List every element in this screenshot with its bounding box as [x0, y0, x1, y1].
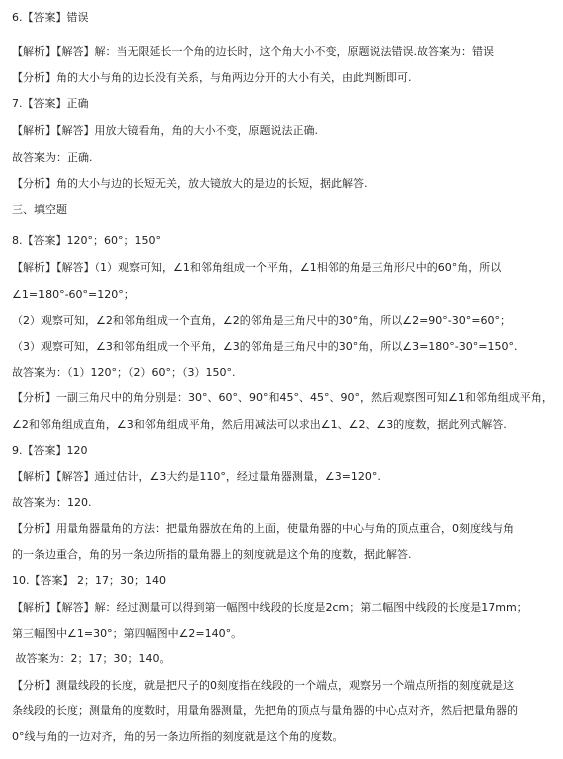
q8-final-answer: 故答案为：（1）120°；（2）60°；（3）150°.	[12, 366, 236, 379]
q8-answer: 8.【答案】120°；60°；150°	[12, 234, 161, 247]
q10-analysis-line-1: 【分析】测量线段的长度，就是把尺子的0刻度指在线段的一个端点，观察另一个端点所指的刻度就是这	[12, 679, 514, 692]
q6-solution: 【解析】【解答】解：当无限延长一个角的边长时，这个角大小不变，原题说法错误.故答案为：错误	[12, 45, 494, 58]
q8-solution-line-4: （3）观察可知，∠3和邻角组成一个平角，∠3的邻角是三角尺中的30°角，所以∠3=180°-30°=150°.	[12, 340, 518, 353]
q8-solution-line-1: 【解析】【解答】（1）观察可知，∠1和邻角组成一个平角，∠1相邻的角是三角形尺中的60°角，所以	[12, 261, 502, 274]
q10-answer: 10.【答案】 2；17；30；140	[12, 574, 166, 587]
q7-solution: 【解析】【解答】用放大镜看角，角的大小不变，原题说法正确.	[12, 124, 318, 137]
q6-answer: 6.【答案】错误	[12, 11, 89, 24]
q9-answer: 9.【答案】120	[12, 444, 88, 457]
q10-final-answer: 故答案为：2；17；30；140。	[12, 652, 171, 665]
q6-analysis: 【分析】角的大小与角的边长没有关系，与角两边分开的大小有关，由此判断即可.	[12, 71, 412, 84]
q8-solution-line-2: ∠1=180°-60°=120°；	[12, 288, 135, 301]
q10-solution-line-1: 【解析】【解答】解：经过测量可以得到第一幅图中线段的长度是2cm；第二幅图中线段的长度是17mm；	[12, 601, 528, 614]
q9-solution: 【解析】【解答】通过估计，∠3大约是110°，经过量角器测量，∠3=120°.	[12, 470, 381, 483]
section-heading: 三、填空题	[12, 203, 67, 216]
q10-analysis-line-2: 条线段的长度；测量角的度数时，用量角器测量，先把角的顶点与量角器的中心点对齐，然后把量角器的	[12, 704, 518, 717]
q10-solution-line-2: 第三幅图中∠1=30°；第四幅图中∠2=140°。	[12, 627, 243, 640]
q8-analysis-line-2: ∠2和邻角组成直角，∠3和邻角组成平角，然后用减法可以求出∠1、∠2、∠3的度数，据此列式解答.	[12, 418, 507, 431]
q9-final-answer: 故答案为：120.	[12, 496, 92, 509]
q8-solution-line-3: （2）观察可知，∠2和邻角组成一个直角，∠2的邻角是三角尺中的30°角，所以∠2=90°-30°=60°；	[12, 314, 511, 327]
q7-answer: 7.【答案】正确	[12, 97, 89, 110]
q10-analysis-line-3: 0°线与角的一边对齐，角的另一条边所指的刻度就是这个角的度数。	[12, 730, 344, 743]
q7-final-answer: 故答案为：正确.	[12, 151, 93, 164]
q7-analysis: 【分析】角的大小与边的长短无关，放大镜放大的是边的长短，据此解答.	[12, 177, 368, 190]
q8-analysis-line-1: 【分析】一副三角尺中的角分别是：30°、60°、90°和45°、45°、90°，然后观察图可知∠1和邻角组成平角，	[12, 391, 553, 404]
q9-analysis-line-2: 的一条边重合，角的另一条边所指的量角器上的刻度就是这个角的度数，据此解答.	[12, 548, 412, 561]
q9-analysis-line-1: 【分析】用量角器量角的方法：把量角器放在角的上面，使量角器的中心与角的顶点重合，0刻度线与角	[12, 522, 514, 535]
